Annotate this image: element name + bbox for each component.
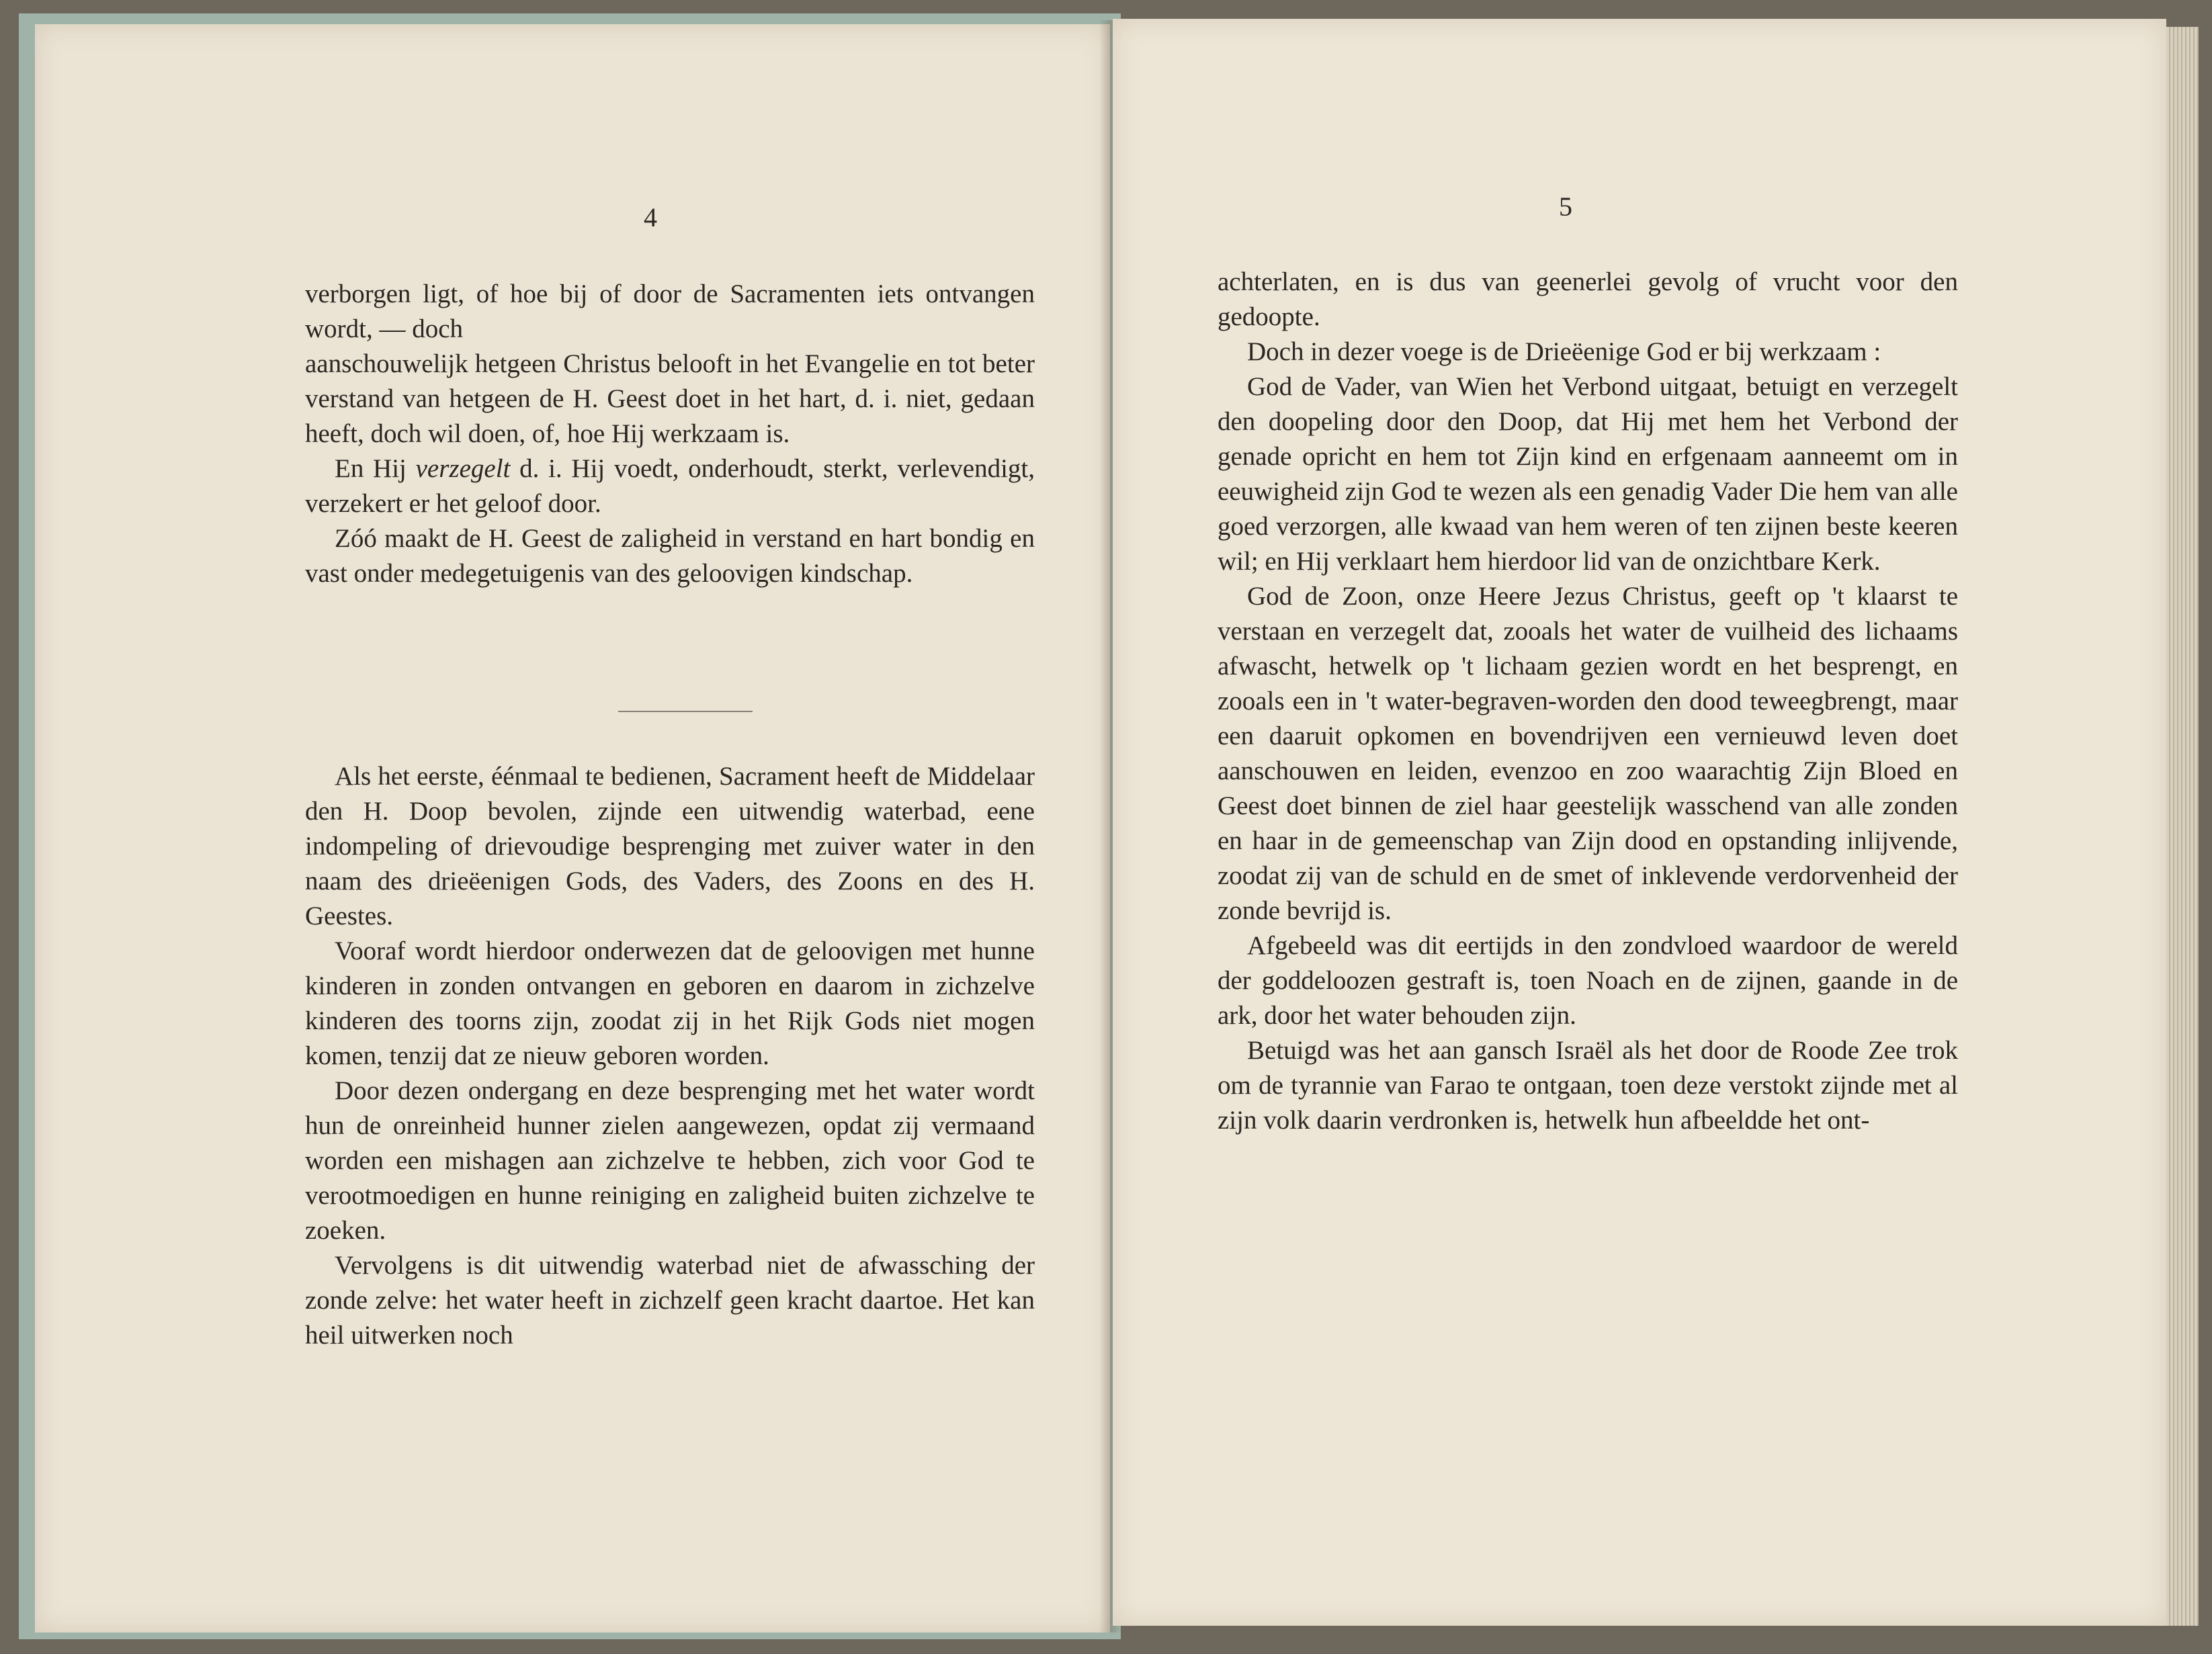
page-edge-stack: [2166, 27, 2199, 1626]
left-page: [35, 24, 1110, 1633]
right-page-text: [1218, 265, 1958, 1138]
paragraph: Vooraf wordt hierdoor onderwezen dat de geloovigen met hunne kinderen in zonden ontvangen en geboren en daarom in zichzelve kinderen des toorns zijn, zoodat zij in het Rijk Gods niet mogen komen, tenzij dat ze nieuw geboren worden.: [305, 937, 1035, 1070]
left-page-bottom-text: [305, 759, 1035, 1353]
paragraph: God de Vader, van Wien het Verbond uitgaat, betuigt en verzegelt den doopeling door den Doop, dat Hij met hem het Verbond der genade opricht en hem tot Zijn kind en erfgenaam aanneemt om in eeuwigheid zijn God te wezen als een genadig Vader Die hem van alle goed verzorgen, alle kwaad van hem weren of ten zijnen beste keeren wil; en Hij verklaart hem hierdoor lid van de onzichtbare Kerk.: [1218, 372, 1958, 576]
paragraph: verborgen ligt, of hoe bij of door de Sacramenten iets ontvangen wordt, — doch: [305, 279, 1035, 343]
paragraph: God de Zoon, onze Heere Jezus Christus, geeft op 't klaarst te verstaan en verzegelt dat, zooals het water de vuilheid des lichaams afwascht, hetwelk op 't lichaam gezien wordt en het besprengt, en zooals een in 't water-begraven-worden den dood teweegbrengt, maar een daaruit opkomen en bovendrijven een vernieuwd leven doet aanschouwen en leiden, evenzoo en zoo waarachtig Zijn Bloed en Geest doet binnen de ziel haar geestelijk wasschend van alle zonden en haar in de gemeenschap van Zijn dood en opstanding inlijvende, zoodat zij van de schuld en de smet of inklevende verdorvenheid der zonde bevrijd is.: [1218, 582, 1958, 925]
paragraph: Als het eerste, éénmaal te bedienen, Sacrament heeft de Middelaar den H. Doop bevolen, zijnde een uitwendig waterbad, eene indompeling of drievoudige besprenging met zuiver water in den naam des drieëenigen Gods, des Vaders, des Zoons en des H. Geestes.: [305, 762, 1035, 930]
page-number-left: 4: [644, 202, 657, 232]
paragraph: achterlaten, en is dus van geenerlei gevolg of vrucht voor den gedoopte.: [1218, 267, 1958, 331]
page-number-right: 5: [1559, 191, 1572, 222]
paragraph: En Hij verzegelt d. i. Hij voedt, onderhoudt, sterkt, verlevendigt, verzekert er het geloof door.: [305, 454, 1035, 518]
paragraph: Vervolgens is dit uitwendig waterbad niet de afwassching der zonde zelve: het water heeft in zichzelf geen kracht daartoe. Het kan heil uitwerken noch: [305, 1251, 1035, 1350]
paragraph: Betuigd was het aan gansch Israël als het door de Roode Zee trok om de tyrannie van Farao te ontgaan, toen deze verstokt zijnde met al zijn volk daarin verdronken is, hetwelk hun afbeeldde het ont-: [1218, 1036, 1958, 1135]
paragraph: Afgebeeld was dit eertijds in den zondvloed waardoor de wereld der goddeloozen gestraft is, toen Noach en de zijnen, gaande in de ark, door het water behouden zijn.: [1218, 931, 1958, 1030]
paragraph: Doch in dezer voege is de Drieëenige God er bij werkzaam :: [1247, 337, 1881, 366]
paragraph: aanschouwelijk hetgeen Christus belooft in het Evangelie en tot beter verstand van hetgeen de H. Geest doet in het hart, d. i. niet, gedaan heeft, doch wil doen, of, hoe Hij werkzaam is.: [305, 349, 1035, 448]
section-separator: [618, 711, 753, 712]
paragraph: Door dezen ondergang en deze besprenging met het water wordt hun de onreinheid hunner zielen aangewezen, opdat zij vermaand worden een mishagen aan zichzelve te hebben, zich voor God te verootmoedigen en hunne reiniging en zaligheid buiten zichzelve te zoeken.: [305, 1076, 1035, 1245]
left-page-top-text: [305, 277, 1035, 591]
right-page: [1113, 19, 2166, 1626]
paragraph: Zóó maakt de H. Geest de zaligheid in verstand en hart bondig en vast onder medegetuigenis van des geloovigen kindschap.: [305, 524, 1035, 588]
